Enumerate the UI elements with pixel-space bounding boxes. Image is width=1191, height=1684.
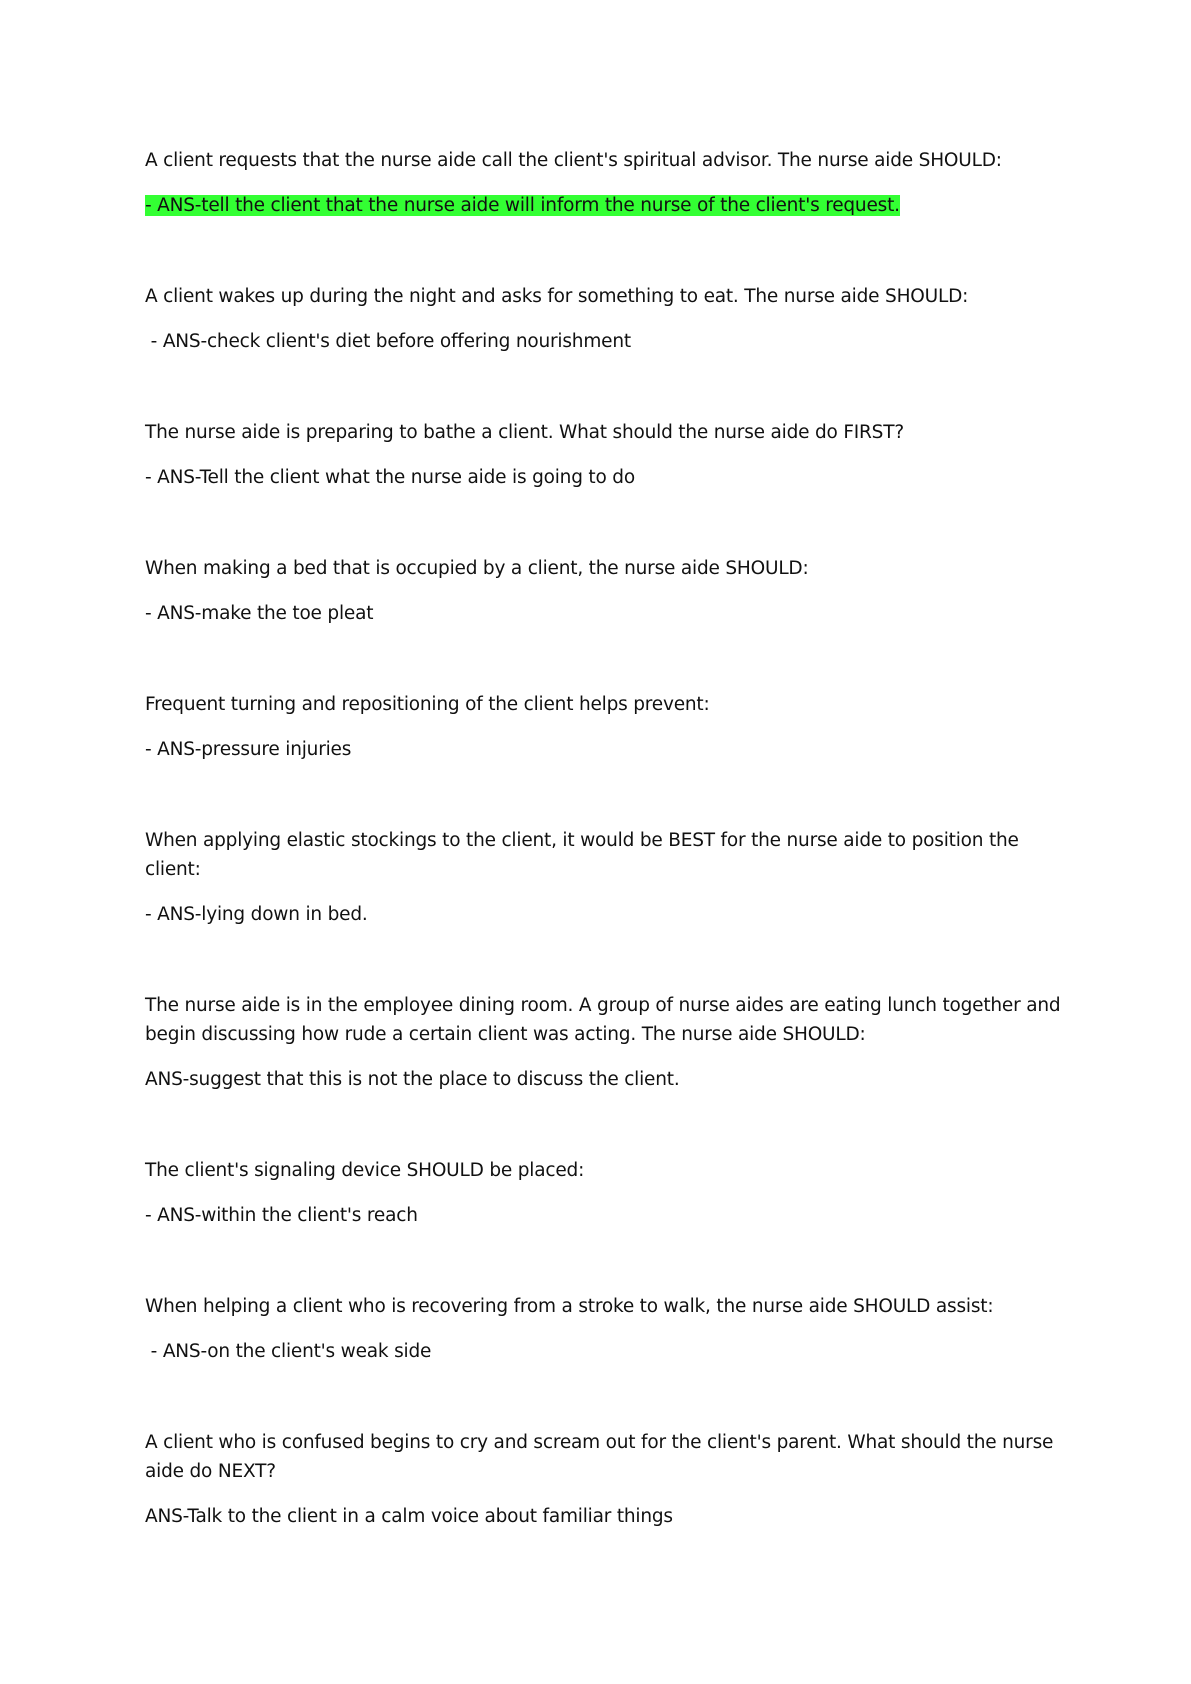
answer-text: - ANS-Tell the client what the nurse aide is going to do [145,467,635,488]
question-text: A client wakes up during the night and asks for something to eat. The nurse aide SHOULD: [145,286,969,307]
answer-text: ANS-Talk to the client in a calm voice about familiar things [145,1506,673,1527]
answer-text: - ANS-pressure injuries [145,739,352,760]
qa-item-5 [145,690,1065,764]
highlighted-answer: - ANS-tell the client that the nurse aide will inform the nurse of the client's request. [145,195,900,216]
question-text: The client's signaling device SHOULD be placed: [145,1160,585,1181]
answer-text: - ANS-make the toe pleat [145,603,374,624]
question-text: Frequent turning and repositioning of the client helps prevent: [145,694,710,715]
answer-text: - ANS-on the client's weak side [145,1341,432,1362]
qa-item-8 [145,1156,1065,1230]
answer-text [145,191,1065,220]
answer-text: - ANS-check client's diet before offering nourishment [145,331,631,352]
qa-item-2 [145,282,1065,356]
question-text: The nurse aide is in the employee dining room. A group of nurse aides are eating lunch together and begin discussing how rude a certain client was acting. The nurse aide SHOULD: [145,995,1061,1045]
qa-item-9 [145,1292,1065,1366]
question-text: When helping a client who is recovering from a stroke to walk, the nurse aide SHOULD assist: [145,1296,994,1317]
qa-item-7 [145,991,1065,1094]
qa-item-3 [145,418,1065,492]
answer-text: ANS-suggest that this is not the place to discuss the client. [145,1069,680,1090]
question-text: When making a bed that is occupied by a client, the nurse aide SHOULD: [145,558,809,579]
qa-item-6 [145,826,1065,929]
qa-item-10 [145,1428,1065,1531]
qa-item-4 [145,554,1065,628]
answer-text: - ANS-lying down in bed. [145,904,368,925]
question-text: A client requests that the nurse aide call the client's spiritual advisor. The nurse aide SHOULD: [145,150,1002,171]
question-text: When applying elastic stockings to the client, it would be BEST for the nurse aide to position the client: [145,830,1019,880]
question-text: The nurse aide is preparing to bathe a client. What should the nurse aide do FIRST? [145,422,904,443]
question-text: A client who is confused begins to cry and scream out for the client's parent. What should the nurse aide do NEXT? [145,1432,1054,1482]
answer-text: - ANS-within the client's reach [145,1205,418,1226]
document-page [145,146,1065,1531]
qa-item-1 [145,146,1065,220]
